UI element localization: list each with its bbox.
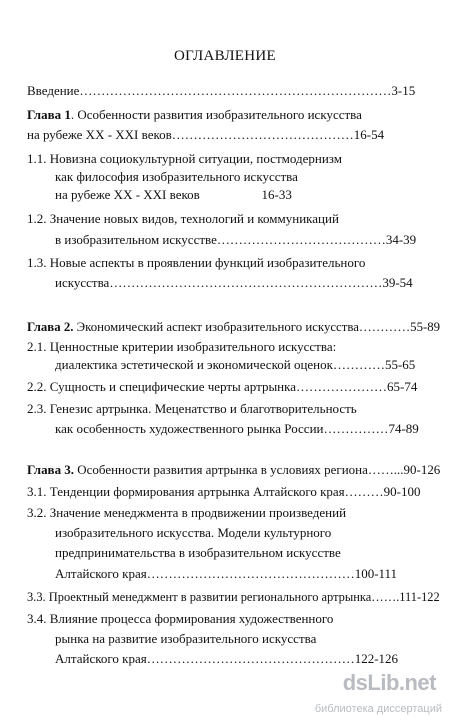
chapter-3-title: Особенности развития артрынка в условиях региона……...90-126 bbox=[74, 462, 441, 477]
chapter-1-label: Глава 1 bbox=[27, 107, 71, 122]
toc-entry-3-2-cont3: Алтайского края…………………………………………100-111 bbox=[55, 566, 398, 581]
page-title: ОГЛАВЛЕНИЕ bbox=[174, 48, 276, 64]
chapter-3-label: Глава 3. bbox=[27, 462, 75, 477]
toc-entry-chapter-3 bbox=[27, 462, 440, 478]
toc-entry-chapter-2 bbox=[27, 319, 440, 335]
toc-entry-chapter-1-cont: на рубеже ХХ - ХХI веков……………………………………16-54 bbox=[27, 127, 385, 142]
toc-entry-1-1: 1.1. Новизна социокультурной ситуации, постмодернизм bbox=[27, 151, 342, 166]
toc-entry-1-1-cont: как философия изобразительного искусства bbox=[55, 169, 298, 184]
toc-entry-2-3-cont: как особенность художественного рынка России……………74-89 bbox=[55, 421, 419, 436]
toc-entry-3-4-cont2: Алтайского края…………………………………………122-126 bbox=[55, 651, 399, 666]
toc-entry-3-4-cont: рынка на развитие изобразительного искусства bbox=[55, 631, 317, 646]
toc-entry-1-2: 1.2. Значение новых видов, технологий и коммуникаций bbox=[27, 211, 339, 226]
toc-entry-2-1-cont: диалектика эстетической и экономической оценок…………55-65 bbox=[55, 357, 416, 372]
toc-entry-3-2-cont2: предпринимательства в изобразительном искусстве bbox=[55, 545, 341, 560]
chapter-1-title: . Особенности развития изобразительного искусства bbox=[70, 107, 362, 122]
watermark-logo: dsLib.net bbox=[342, 670, 436, 695]
toc-entry-1-3: 1.3. Новые аспекты в проявлении функций изобразительного bbox=[27, 255, 366, 270]
toc-entry-1-2-cont: в изобразительном искусстве…………………………………34-39 bbox=[55, 232, 417, 247]
toc-entry-2-3: 2.3. Генезис артрынка. Меценатство и благотворительность bbox=[27, 401, 357, 416]
toc-entry-3-4: 3.4. Влияние процесса формирования художественного bbox=[27, 611, 334, 626]
toc-entry-3-1: 3.1. Тенденции формирования артрынка Алтайского края………90-100 bbox=[27, 484, 421, 499]
watermark bbox=[314, 670, 442, 721]
toc-entry-1-3-cont: искусства………………………………………………………39-54 bbox=[55, 275, 413, 290]
toc-entry-3-2: 3.2. Значение менеджмента в продвижении произведений bbox=[27, 505, 347, 520]
toc-entry-2-2: 2.2. Сущность и специфические черты артрынка…………………65-74 bbox=[27, 379, 418, 394]
chapter-2-label: Глава 2. bbox=[27, 319, 74, 334]
toc-entry-1-1-cont2: на рубеже ХХ - ХХI веков 16-33 bbox=[55, 187, 292, 202]
toc-entry-3-2-cont: изобразительного искусства. Модели культурного bbox=[55, 525, 332, 540]
chapter-2-title: Экономический аспект изобразительного искусства…………55-89 bbox=[73, 319, 441, 334]
toc-entry-chapter-1 bbox=[27, 107, 362, 123]
toc-entry-introduction: Введение………………………………………………………………3-15 bbox=[27, 83, 416, 98]
watermark-subtitle: библиотека диссертаций bbox=[314, 703, 442, 715]
toc-entry-2-1: 2.1. Ценностные критерии изобразительного искусства: bbox=[27, 339, 337, 354]
toc-entry-3-3: 3.3. Проектный менеджмент в развитии регионального артрынка…….111-122 bbox=[27, 589, 440, 604]
